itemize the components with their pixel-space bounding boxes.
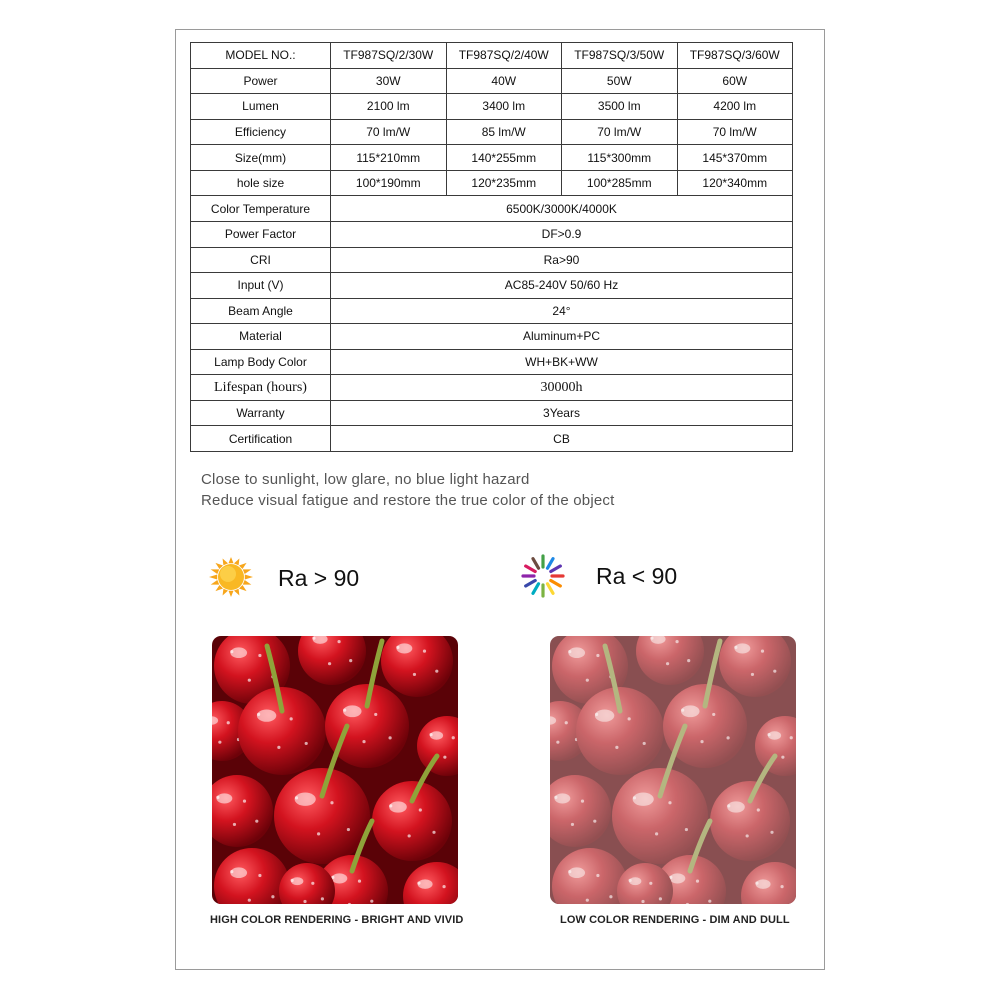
spec-row [191,145,793,171]
cherries-dull-photo [550,636,796,904]
spec-cell: 3500 lm [562,94,678,120]
spec-row-label: Warranty [191,400,331,426]
spec-row [191,298,793,324]
spec-row-label: Efficiency [191,119,331,145]
caption-low-color-rendering: LOW COLOR RENDERING - DIM AND DULL [560,914,790,926]
spec-row-label: CRI [191,247,331,273]
spec-row-label: Power Factor [191,221,331,247]
spec-header-row [191,43,793,69]
spec-row-label: hole size [191,170,331,196]
tagline-line-1: Close to sunlight, low glare, no blue light hazard [201,471,530,488]
cherries-vivid-image [212,636,458,904]
spec-row [191,349,793,375]
cherries-vivid-photo [212,636,458,904]
spec-row-label: Lumen [191,94,331,120]
spec-row-label: Power [191,68,331,94]
spec-row [191,375,793,401]
spec-cell: 40W [446,68,562,94]
spec-cell: 3Years [331,400,793,426]
spec-header-model: TF987SQ/3/60W [677,43,793,69]
spec-cell: 70 lm/W [562,119,678,145]
spec-header-model: TF987SQ/2/40W [446,43,562,69]
color-wheel-icon [518,553,568,599]
spec-row [191,221,793,247]
spec-cell: 70 lm/W [331,119,447,145]
spec-cell: CB [331,426,793,452]
spec-row-label: Beam Angle [191,298,331,324]
spec-cell: 3400 lm [446,94,562,120]
cherries-dull-image [550,636,796,904]
spec-cell: 115*210mm [331,145,447,171]
spec-row [191,324,793,350]
spec-row [191,426,793,452]
spec-cell: 100*285mm [562,170,678,196]
spec-cell: 70 lm/W [677,119,793,145]
spec-cell: 120*235mm [446,170,562,196]
spec-cell: 115*300mm [562,145,678,171]
spec-row [191,196,793,222]
spec-cell: 2100 lm [331,94,447,120]
sun-icon [205,554,257,600]
spec-cell: 24° [331,298,793,324]
spec-cell: WH+BK+WW [331,349,793,375]
spec-cell: 30W [331,68,447,94]
spec-cell: 6500K/3000K/4000K [331,196,793,222]
caption-high-color-rendering: HIGH COLOR RENDERING - BRIGHT AND VIVID [210,914,464,926]
spec-row-label: Certification [191,426,331,452]
spec-cell: 50W [562,68,678,94]
spec-row [191,400,793,426]
spec-cell: 60W [677,68,793,94]
spec-cell: 145*370mm [677,145,793,171]
spec-header-model: TF987SQ/3/50W [562,43,678,69]
spec-row-label: Color Temperature [191,196,331,222]
spec-row [191,170,793,196]
spec-row-label: Size(mm) [191,145,331,171]
spec-row-label: Material [191,324,331,350]
spec-cell: DF>0.9 [331,221,793,247]
spec-cell: Aluminum+PC [331,324,793,350]
spec-cell: 30000h [331,375,793,401]
spec-row [191,119,793,145]
spec-cell: 4200 lm [677,94,793,120]
spec-cell: 85 lm/W [446,119,562,145]
spec-cell: 120*340mm [677,170,793,196]
spec-cell: 100*190mm [331,170,447,196]
spec-row [191,68,793,94]
ra-bad-label: Ra < 90 [596,563,678,589]
spec-row-label: Lamp Body Color [191,349,331,375]
spec-row [191,94,793,120]
spec-cell: Ra>90 [331,247,793,273]
spec-cell: 140*255mm [446,145,562,171]
spec-header-label: MODEL NO.: [191,43,331,69]
spec-table [190,42,793,452]
spec-header-model: TF987SQ/2/30W [331,43,447,69]
spec-row [191,247,793,273]
spec-cell: AC85-240V 50/60 Hz [331,273,793,299]
ra-good-label: Ra > 90 [278,565,360,591]
tagline-line-2: Reduce visual fatigue and restore the true color of the object [201,492,615,509]
spec-row-label: Input (V) [191,273,331,299]
spec-row-label: Lifespan (hours) [191,375,331,401]
spec-row [191,273,793,299]
